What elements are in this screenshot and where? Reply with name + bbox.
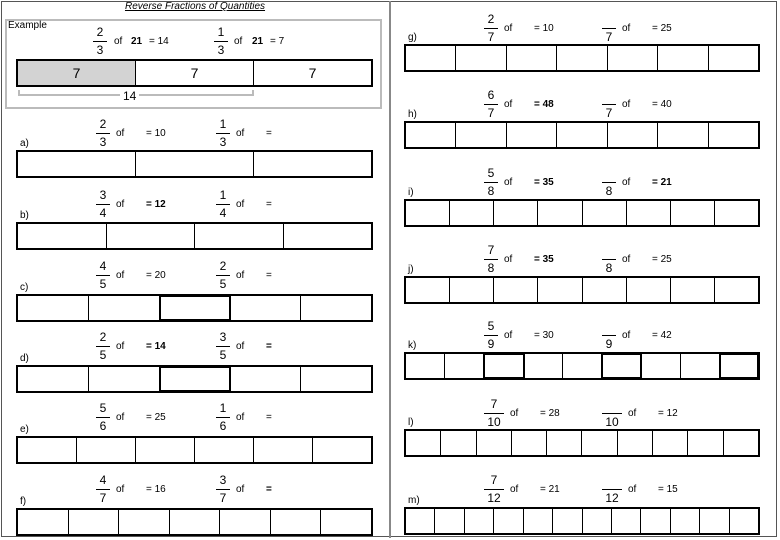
of-text: of bbox=[234, 36, 243, 47]
numerator: 1 bbox=[217, 25, 225, 39]
of-text: of bbox=[504, 254, 513, 265]
bar-cell[interactable] bbox=[627, 201, 671, 225]
fraction-bar bbox=[214, 41, 228, 42]
numerator: 2 bbox=[99, 330, 107, 344]
denominator: 4 bbox=[219, 206, 227, 220]
result-1: = 14 bbox=[146, 341, 166, 352]
numerator bbox=[602, 167, 616, 181]
fraction-bar bbox=[216, 489, 230, 490]
bar-model bbox=[404, 429, 760, 457]
numerator: 2 bbox=[487, 12, 495, 26]
denominator: 12 bbox=[487, 491, 501, 505]
fraction bbox=[96, 331, 110, 363]
question-label: g) bbox=[408, 32, 417, 43]
fraction-bar bbox=[216, 417, 230, 418]
worksheet-title: Reverse Fractions of Quantities bbox=[124, 1, 266, 12]
bar-cell[interactable] bbox=[681, 354, 720, 378]
numerator bbox=[602, 13, 616, 27]
bar-cell[interactable] bbox=[456, 123, 506, 147]
bar-cell[interactable] bbox=[301, 367, 371, 391]
denominator: 7 bbox=[219, 491, 227, 505]
fraction bbox=[484, 398, 504, 430]
bar-cell[interactable] bbox=[230, 296, 301, 320]
bar-cell[interactable] bbox=[724, 431, 758, 455]
numerator: 2 bbox=[96, 25, 104, 39]
of-text: of bbox=[510, 408, 519, 419]
denominator: 5 bbox=[219, 348, 227, 362]
of-text: of bbox=[236, 128, 245, 139]
denominator: 7 bbox=[605, 30, 613, 44]
question-label: d) bbox=[20, 353, 29, 364]
bar-cell[interactable] bbox=[730, 509, 758, 533]
bar-cell[interactable] bbox=[507, 46, 557, 70]
bar-cell[interactable] bbox=[494, 509, 523, 533]
bar-cell[interactable] bbox=[160, 367, 231, 391]
denominator: 3 bbox=[219, 135, 227, 149]
result-1: = 16 bbox=[146, 484, 166, 495]
fraction bbox=[602, 244, 616, 276]
bar-cell[interactable] bbox=[406, 201, 450, 225]
question-label: l) bbox=[408, 417, 414, 428]
numerator: 3 bbox=[99, 188, 107, 202]
of-text: of bbox=[628, 484, 637, 495]
bar-cell[interactable] bbox=[69, 510, 120, 534]
bar-cell[interactable] bbox=[301, 296, 371, 320]
example-result-2: = 7 bbox=[270, 36, 285, 47]
of-text: of bbox=[236, 412, 245, 423]
fraction bbox=[602, 398, 622, 430]
fraction bbox=[602, 13, 616, 45]
fraction bbox=[484, 13, 498, 45]
of-text: of bbox=[236, 341, 245, 352]
bar-cell[interactable] bbox=[608, 46, 658, 70]
bar-cell[interactable] bbox=[170, 510, 221, 534]
bar-cell[interactable] bbox=[715, 201, 758, 225]
bar-cell[interactable] bbox=[524, 509, 553, 533]
bar-model bbox=[404, 44, 760, 72]
fraction-bar bbox=[602, 28, 616, 29]
fraction bbox=[216, 331, 230, 363]
numerator: 7 bbox=[487, 243, 495, 257]
fraction-bar bbox=[96, 346, 110, 347]
numerator: 6 bbox=[487, 88, 495, 102]
example-quantity-1: 21 bbox=[131, 36, 143, 47]
result-1: = 12 bbox=[146, 199, 166, 210]
question-label: h) bbox=[408, 109, 417, 120]
of-text: of bbox=[116, 270, 125, 281]
numerator: 2 bbox=[99, 117, 107, 131]
bar-cell[interactable] bbox=[582, 431, 617, 455]
bar-cell[interactable] bbox=[18, 224, 107, 248]
numerator: 3 bbox=[219, 330, 227, 344]
fraction-bar bbox=[216, 275, 230, 276]
denominator: 5 bbox=[99, 348, 107, 362]
denominator: 10 bbox=[605, 415, 619, 429]
of-text: of bbox=[116, 484, 125, 495]
bar-cell[interactable] bbox=[220, 510, 271, 534]
fraction bbox=[96, 474, 110, 506]
bar-cell[interactable] bbox=[538, 278, 582, 302]
bar-cell[interactable] bbox=[136, 438, 195, 462]
bar-model bbox=[404, 121, 760, 149]
bar-cell[interactable] bbox=[658, 123, 708, 147]
fraction bbox=[96, 260, 110, 292]
bar-cell[interactable] bbox=[618, 431, 653, 455]
bar-cell[interactable] bbox=[700, 509, 729, 533]
bar-cell[interactable] bbox=[406, 123, 456, 147]
fraction-bar bbox=[484, 104, 498, 105]
result-1: = 48 bbox=[534, 99, 554, 110]
question-label: j) bbox=[408, 264, 414, 275]
bar-cell[interactable] bbox=[456, 46, 506, 70]
result-2: = bbox=[266, 128, 272, 139]
bar-cell[interactable] bbox=[583, 201, 627, 225]
fraction bbox=[602, 89, 616, 121]
example-fraction-1 bbox=[93, 26, 107, 58]
bar-cell[interactable] bbox=[653, 431, 688, 455]
result-2: = 15 bbox=[658, 484, 678, 495]
fraction bbox=[602, 167, 616, 199]
bar-cell[interactable] bbox=[18, 152, 136, 176]
bar-cell[interactable] bbox=[321, 510, 371, 534]
bar-cell[interactable] bbox=[553, 509, 582, 533]
bar-cell[interactable] bbox=[160, 296, 231, 320]
bar-cell[interactable] bbox=[18, 438, 77, 462]
fraction-bar bbox=[484, 182, 498, 183]
bar-cell[interactable] bbox=[547, 431, 582, 455]
denominator: 8 bbox=[605, 261, 613, 275]
numerator: 1 bbox=[219, 188, 227, 202]
of-text: of bbox=[622, 23, 631, 34]
of-text: of bbox=[116, 412, 125, 423]
denominator: 3 bbox=[217, 43, 225, 57]
fraction-bar bbox=[602, 259, 616, 260]
denominator: 3 bbox=[99, 135, 107, 149]
bar-cell[interactable] bbox=[445, 354, 484, 378]
fraction-bar bbox=[484, 335, 498, 336]
bar-model bbox=[404, 352, 760, 380]
fraction bbox=[96, 402, 110, 434]
fraction-bar bbox=[96, 133, 110, 134]
bar-cell[interactable] bbox=[641, 509, 670, 533]
question-label: m) bbox=[408, 495, 420, 506]
of-text: of bbox=[510, 484, 519, 495]
question-label: f) bbox=[20, 496, 27, 507]
bar-cell[interactable] bbox=[284, 224, 372, 248]
fraction-bar bbox=[484, 489, 504, 490]
bar-cell[interactable] bbox=[254, 152, 371, 176]
fraction-bar bbox=[602, 182, 616, 183]
fraction bbox=[216, 118, 230, 150]
bar-cell[interactable] bbox=[406, 278, 450, 302]
fraction-bar bbox=[96, 417, 110, 418]
numerator bbox=[602, 244, 616, 258]
bar-cell: 7 bbox=[136, 61, 254, 85]
bar-model bbox=[16, 508, 373, 536]
bar-cell[interactable] bbox=[477, 431, 512, 455]
of-text: of bbox=[236, 199, 245, 210]
bar-cell[interactable] bbox=[709, 123, 758, 147]
numerator: 1 bbox=[219, 117, 227, 131]
bar-cell[interactable] bbox=[18, 296, 89, 320]
bar-cell[interactable] bbox=[671, 201, 715, 225]
numerator: 3 bbox=[219, 473, 227, 487]
result-2: = 21 bbox=[652, 177, 672, 188]
fraction-bar bbox=[216, 346, 230, 347]
denominator: 6 bbox=[99, 419, 107, 433]
bar-cell: 7 bbox=[308, 65, 317, 81]
of-text: of bbox=[622, 330, 631, 341]
fraction-bar bbox=[602, 335, 616, 336]
question-label: b) bbox=[20, 210, 29, 221]
bar-cell[interactable] bbox=[658, 46, 708, 70]
fraction-bar bbox=[96, 489, 110, 490]
bar-cell[interactable] bbox=[484, 354, 523, 378]
of-text: of bbox=[236, 484, 245, 495]
fraction-bar bbox=[216, 133, 230, 134]
bar-cell[interactable] bbox=[557, 46, 607, 70]
denominator: 12 bbox=[605, 491, 619, 505]
bar-cell[interactable] bbox=[538, 201, 582, 225]
result-1: = 35 bbox=[534, 177, 554, 188]
numerator: 5 bbox=[487, 319, 495, 333]
bar-cell[interactable] bbox=[441, 431, 476, 455]
numerator: 2 bbox=[219, 259, 227, 273]
column-divider bbox=[389, 1, 391, 538]
fraction bbox=[484, 474, 504, 506]
question-label: a) bbox=[20, 138, 29, 149]
question-label: i) bbox=[408, 187, 414, 198]
bar-cell[interactable] bbox=[641, 354, 680, 378]
result-1: = 30 bbox=[534, 330, 554, 341]
denominator: 3 bbox=[96, 43, 104, 57]
bar-cell[interactable] bbox=[512, 431, 547, 455]
question-label: e) bbox=[20, 424, 29, 435]
bar-cell[interactable] bbox=[671, 278, 715, 302]
fraction bbox=[216, 474, 230, 506]
bar-cell[interactable] bbox=[450, 201, 494, 225]
bar-cell[interactable] bbox=[18, 367, 89, 391]
bar-cell[interactable] bbox=[709, 46, 758, 70]
fraction-bar bbox=[602, 104, 616, 105]
bar-cell[interactable] bbox=[671, 509, 700, 533]
bar-model bbox=[16, 365, 373, 393]
numerator bbox=[602, 474, 622, 488]
fraction bbox=[96, 118, 110, 150]
numerator: 7 bbox=[490, 473, 498, 487]
bar-model bbox=[16, 436, 373, 464]
numerator bbox=[602, 320, 616, 334]
denominator: 7 bbox=[487, 30, 495, 44]
bar-cell[interactable] bbox=[465, 509, 494, 533]
result-2: = bbox=[266, 270, 272, 281]
result-1: = 21 bbox=[540, 484, 560, 495]
denominator: 5 bbox=[99, 277, 107, 291]
example-result-1: = 14 bbox=[149, 36, 169, 47]
bar-cell[interactable] bbox=[230, 367, 301, 391]
result-2: = 25 bbox=[652, 23, 672, 34]
bar-cell[interactable] bbox=[406, 354, 445, 378]
bar-cell[interactable] bbox=[89, 367, 160, 391]
bar-cell[interactable] bbox=[271, 510, 322, 534]
bar-cell[interactable] bbox=[107, 224, 196, 248]
bar-cell[interactable] bbox=[602, 354, 641, 378]
bar-cell[interactable] bbox=[507, 123, 557, 147]
denominator: 4 bbox=[99, 206, 107, 220]
denominator: 7 bbox=[99, 491, 107, 505]
bar-cell[interactable] bbox=[608, 123, 658, 147]
bar-model bbox=[404, 199, 760, 227]
of-text: of bbox=[236, 270, 245, 281]
result-2: = bbox=[266, 412, 272, 423]
fraction-bar bbox=[96, 204, 110, 205]
example-brace-total: 14 bbox=[120, 89, 139, 103]
of-text: of bbox=[504, 177, 513, 188]
bar-cell[interactable] bbox=[720, 354, 758, 378]
bar-cell[interactable] bbox=[715, 278, 758, 302]
numerator: 7 bbox=[490, 397, 498, 411]
fraction-bar bbox=[216, 204, 230, 205]
fraction-bar bbox=[484, 413, 504, 414]
bar-cell[interactable] bbox=[612, 509, 641, 533]
of-text: of bbox=[504, 23, 513, 34]
bar-model bbox=[16, 294, 373, 322]
result-2: = bbox=[266, 341, 272, 352]
question-label: c) bbox=[20, 282, 29, 293]
denominator: 8 bbox=[605, 184, 613, 198]
fraction bbox=[96, 189, 110, 221]
bar-cell[interactable] bbox=[406, 431, 441, 455]
bar-cell: 7 bbox=[18, 61, 136, 85]
fraction bbox=[484, 89, 498, 121]
fraction bbox=[484, 320, 498, 352]
bar-cell[interactable] bbox=[435, 509, 464, 533]
bar-cell[interactable] bbox=[254, 438, 313, 462]
of-text: of bbox=[622, 254, 631, 265]
bar-cell[interactable] bbox=[313, 438, 371, 462]
bar-cell[interactable] bbox=[524, 354, 563, 378]
bar-cell[interactable] bbox=[627, 278, 671, 302]
result-2: = 40 bbox=[652, 99, 672, 110]
fraction bbox=[602, 320, 616, 352]
bar-model bbox=[16, 222, 373, 250]
bar-cell[interactable] bbox=[77, 438, 136, 462]
fraction bbox=[216, 402, 230, 434]
fraction-bar bbox=[93, 41, 107, 42]
numerator: 5 bbox=[487, 166, 495, 180]
numerator: 4 bbox=[99, 473, 107, 487]
example-fraction-2 bbox=[214, 26, 228, 58]
of-text: of bbox=[116, 128, 125, 139]
of-text: of bbox=[622, 177, 631, 188]
denominator: 10 bbox=[487, 415, 501, 429]
fraction-bar bbox=[602, 413, 622, 414]
of-text: of bbox=[114, 36, 123, 47]
of-text: of bbox=[622, 99, 631, 110]
result-1: = 25 bbox=[146, 412, 166, 423]
bar-cell[interactable] bbox=[18, 510, 69, 534]
question-label: k) bbox=[408, 340, 417, 351]
result-2: = bbox=[266, 484, 272, 495]
denominator: 6 bbox=[219, 419, 227, 433]
bar-cell[interactable] bbox=[563, 354, 602, 378]
denominator: 5 bbox=[219, 277, 227, 291]
bar-model bbox=[404, 276, 760, 304]
numerator bbox=[602, 89, 616, 103]
denominator: 7 bbox=[487, 106, 495, 120]
result-1: = 10 bbox=[146, 128, 166, 139]
result-1: = 10 bbox=[534, 23, 554, 34]
fraction-bar bbox=[484, 259, 498, 260]
fraction-bar bbox=[96, 275, 110, 276]
bar-cell[interactable] bbox=[195, 438, 254, 462]
result-1: = 20 bbox=[146, 270, 166, 281]
bar-cell[interactable] bbox=[406, 46, 456, 70]
bar-cell[interactable] bbox=[450, 278, 494, 302]
denominator: 8 bbox=[487, 261, 495, 275]
bar-cell[interactable] bbox=[406, 509, 435, 533]
numerator: 4 bbox=[99, 259, 107, 273]
numerator bbox=[602, 398, 622, 412]
denominator: 8 bbox=[487, 184, 495, 198]
result-1: = 35 bbox=[534, 254, 554, 265]
fraction-bar bbox=[484, 28, 498, 29]
result-2: = bbox=[266, 199, 272, 210]
bar-cell[interactable] bbox=[195, 224, 284, 248]
bar-cell[interactable] bbox=[494, 278, 538, 302]
of-text: of bbox=[628, 408, 637, 419]
denominator: 9 bbox=[487, 337, 495, 351]
result-2: = 42 bbox=[652, 330, 672, 341]
fraction bbox=[216, 260, 230, 292]
of-text: of bbox=[504, 330, 513, 341]
result-1: = 28 bbox=[540, 408, 560, 419]
result-2: = 12 bbox=[658, 408, 678, 419]
fraction bbox=[216, 189, 230, 221]
bar-cell[interactable] bbox=[119, 510, 170, 534]
fraction-bar bbox=[602, 489, 622, 490]
numerator: 1 bbox=[219, 401, 227, 415]
fraction bbox=[484, 167, 498, 199]
fraction bbox=[602, 474, 622, 506]
denominator: 7 bbox=[605, 106, 613, 120]
bar-model bbox=[16, 150, 373, 178]
example-label: Example bbox=[8, 20, 47, 31]
bar-cell[interactable] bbox=[583, 509, 612, 533]
bar-cell[interactable] bbox=[583, 278, 627, 302]
of-text: of bbox=[116, 199, 125, 210]
denominator: 9 bbox=[605, 337, 613, 351]
of-text: of bbox=[504, 99, 513, 110]
example-bar-model bbox=[16, 59, 373, 87]
bar-model bbox=[404, 507, 760, 535]
of-text: of bbox=[116, 341, 125, 352]
numerator: 5 bbox=[99, 401, 107, 415]
example-quantity-2: 21 bbox=[252, 36, 264, 47]
bar-cell[interactable] bbox=[89, 296, 160, 320]
fraction bbox=[484, 244, 498, 276]
result-2: = 25 bbox=[652, 254, 672, 265]
bar-cell[interactable] bbox=[136, 152, 254, 176]
bar-cell[interactable] bbox=[688, 431, 723, 455]
bar-cell[interactable] bbox=[557, 123, 607, 147]
bar-cell[interactable] bbox=[494, 201, 538, 225]
